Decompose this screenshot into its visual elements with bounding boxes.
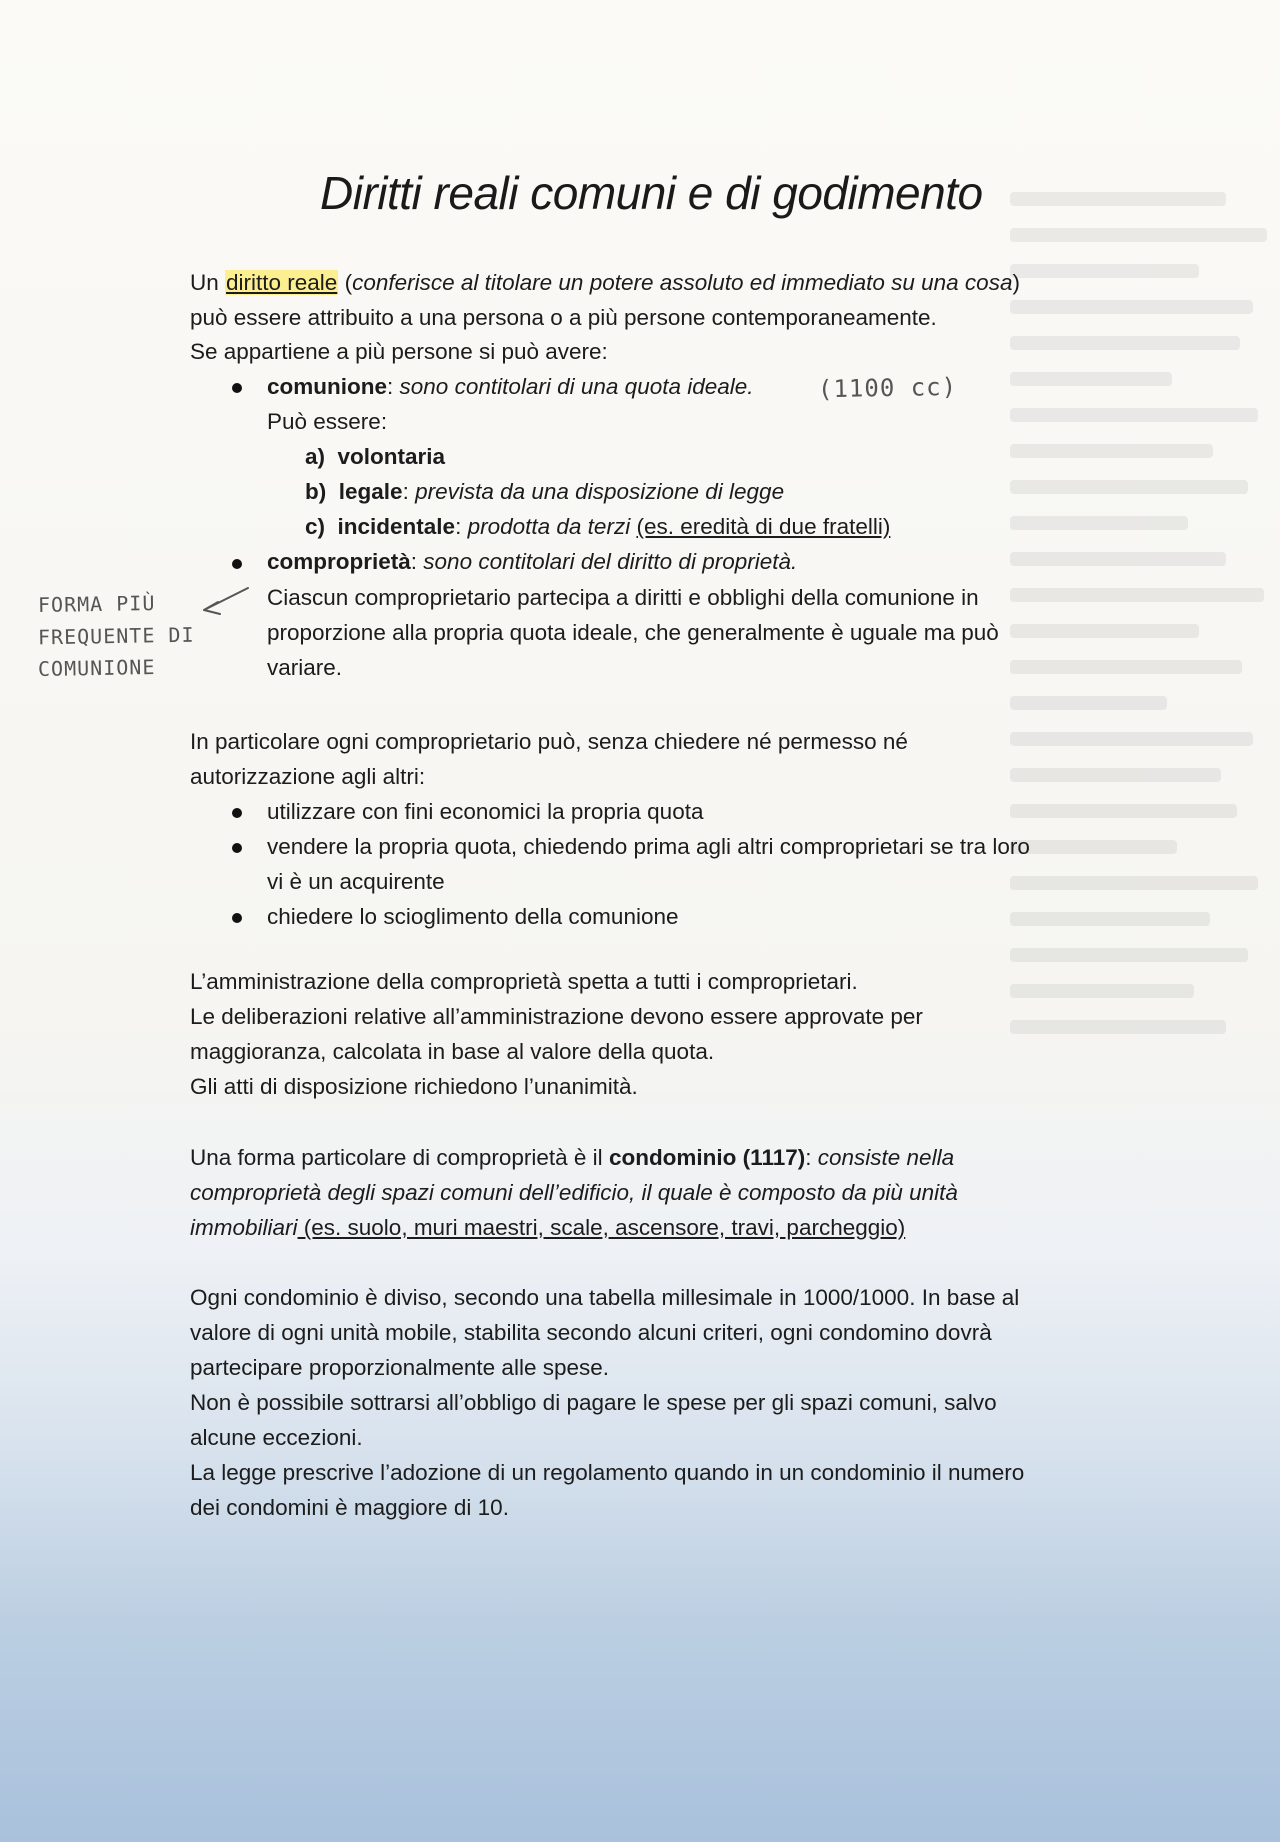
right-item-1: utilizzare con fini economici la propria quota: [267, 799, 704, 824]
text: (: [338, 270, 353, 295]
bullet-dot: [232, 383, 242, 393]
text: Una forma particolare di comproprietà è il: [190, 1145, 609, 1170]
comproprieta-definition: sono contitolari del diritto di proprietà.: [423, 549, 798, 574]
item-term: volontaria: [337, 444, 446, 469]
spese-line-1: Ogni condominio è diviso, secondo una tabella millesimale in 1000/1000. In base al: [190, 1285, 1020, 1310]
intro-line-3: Se appartiene a più persone si può avere:: [190, 339, 608, 364]
condominio-line-2: comproprietà degli spazi comuni dell’edificio, il quale è composto da più unità: [190, 1180, 958, 1205]
spese-line-3: partecipare proporzionalmente alle spese.: [190, 1355, 609, 1380]
comunione-item-b: b) legale: prevista da una disposizione di legge: [305, 479, 785, 504]
item-term: incidentale: [337, 514, 456, 539]
spese-line-6: La legge prescrive l’adozione di un regolamento quando in un condominio il numero: [190, 1460, 1025, 1485]
admin-line-4: Gli atti di disposizione richiedono l’unanimità.: [190, 1074, 638, 1099]
definition-text: immobiliari: [190, 1215, 298, 1240]
comunione-item-c: c) incidentale: prodotta da terzi (es. eredità di due fratelli): [305, 514, 891, 539]
comproprieta-line-2: proporzione alla propria quota ideale, che generalmente è uguale ma può: [267, 620, 999, 645]
handwritten-article-note: (1100 cc): [817, 372, 958, 404]
margin-note-line-2: FREQUENTE DI: [37, 622, 195, 650]
text: ): [1012, 270, 1020, 295]
comunione-definition: sono contitolari di una quota ideale.: [399, 374, 754, 399]
condominio-line-3: [190, 1211, 905, 1245]
definition-text: conferisce al titolare un potere assoluto ed immediato su una cosa: [352, 270, 1013, 295]
examples-text: (es. suolo, muri maestri, scale, ascensore, travi, parcheggio): [297, 1215, 906, 1240]
comproprieta-line-3: variare.: [267, 655, 343, 680]
spese-line-2: valore di ogni unità mobile, stabilita secondo alcuni criteri, ogni condomino dovrà: [190, 1320, 992, 1345]
term-condominio: condominio (1117): [608, 1145, 806, 1170]
condominio-line-1: [190, 1141, 954, 1175]
item-letter: b): [305, 479, 327, 504]
comunione-line: comunione: sono contitolari di una quota ideale.: [267, 374, 754, 399]
admin-line-2: Le deliberazioni relative all’amministrazione devono essere approvate per: [190, 1004, 923, 1029]
comunione-item-a: [305, 440, 445, 474]
admin-line-1: L’amministrazione della comproprietà spetta a tutti i comproprietari.: [190, 969, 858, 994]
text: Un: [190, 270, 226, 295]
bullet-dot: [232, 843, 242, 853]
item-description: prodotta da terzi: [467, 514, 631, 539]
intro-line-1: [190, 266, 1020, 300]
item-example: (es. eredità di due fratelli): [636, 514, 891, 539]
spese-line-5: alcune eccezioni.: [190, 1425, 363, 1450]
right-item-3: chiedere lo scioglimento della comunione: [267, 904, 679, 929]
intro-line-2: può essere attribuito a una persona o a più persone contemporaneamente.: [190, 305, 937, 330]
text: :: [805, 1145, 818, 1170]
spese-line-4: Non è possibile sottrarsi all’obbligo di pagare le spese per gli spazi comuni, salvo: [190, 1390, 997, 1415]
item-description: prevista da una disposizione di legge: [415, 479, 785, 504]
bullet-dot: [232, 913, 242, 923]
right-item-2: vendere la propria quota, chiedendo prima agli altri comproprietari se tra loro: [267, 834, 1030, 859]
term-comunione: comunione: [267, 374, 388, 399]
definition-text: consiste nella: [817, 1145, 955, 1170]
rights-intro-line-1: In particolare ogni comproprietario può, senza chiedere né permesso né: [190, 729, 908, 754]
right-item-2-cont: vi è un acquirente: [267, 869, 445, 894]
term-comproprieta: comproprietà: [267, 549, 411, 574]
item-letter: a): [305, 444, 326, 469]
bullet-dot: [232, 808, 242, 818]
item-letter: c): [305, 514, 326, 539]
bleed-through-text: [1010, 170, 1280, 1520]
term-diritto-reale: diritto reale: [226, 270, 338, 295]
handwritten-arrow-icon: [196, 582, 256, 622]
spese-line-7: dei condomini è maggiore di 10.: [190, 1495, 509, 1520]
page-title: Diritti reali comuni e di godimento: [320, 167, 983, 219]
comproprieta-line: comproprietà: sono contitolari del diritto di proprietà.: [267, 549, 798, 574]
bullet-dot: [232, 559, 242, 569]
comunione-intro: Può essere:: [267, 409, 388, 434]
margin-note-line-1: FORMA PIÙ: [37, 590, 156, 618]
admin-line-3: maggioranza, calcolata in base al valore della quota.: [190, 1039, 715, 1064]
rights-intro-line-2: autorizzazione agli altri:: [190, 764, 426, 789]
comproprieta-line-1: Ciascun comproprietario partecipa a diritti e obblighi della comunione in: [267, 585, 979, 610]
margin-note-line-3: COMUNIONE: [37, 654, 156, 682]
item-term: legale: [338, 479, 403, 504]
